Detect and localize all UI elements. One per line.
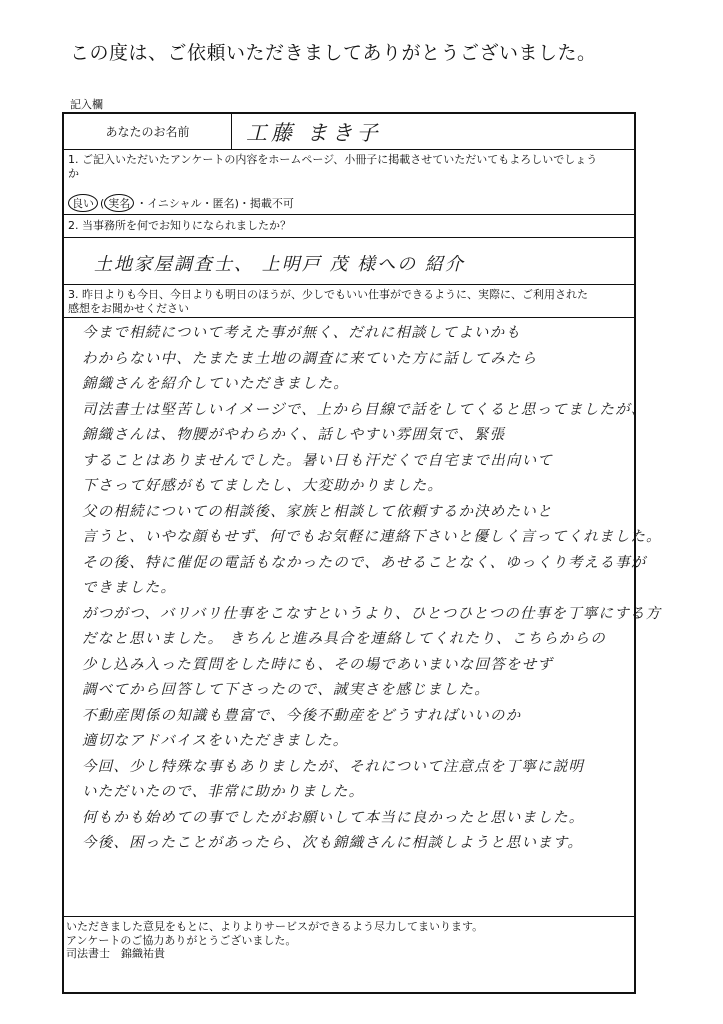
answer-line: 今後、困ったことがあったら、次も錦織さんに相談しようと思います。 (82, 835, 584, 851)
choice-good-selected: 良い (68, 194, 98, 212)
question-2-text: 2. 当事務所を何でお知りになられましたか？ (68, 219, 291, 232)
answer-line: わからない中、たまたま土地の調査に来ていた方に話してみたら (82, 350, 538, 367)
choice-real-name-selected: 実名 (104, 194, 134, 212)
question-1-text: 1. ご記入いただいたアンケートの内容をホームページ、小冊子に掲載させていただいてもよろしいでしょうか (68, 153, 598, 180)
answer-line: 少し込み入った質問をした時にも、その場であいまいな回答をせず (82, 656, 553, 673)
answer-line: 今まで相続について考えた事が無く、だれに相談してよいかも (82, 325, 522, 341)
answer-line: できました。 (82, 580, 177, 596)
answer-line: 今回、少し特殊な事もありましたが、それについて注意点を丁寧に説明 (82, 758, 585, 775)
footer-note (64, 920, 634, 961)
name-value: 工藤 まき子 (246, 121, 382, 145)
answer-line: 父の相続についての相談後、家族と相談して依頼するか決めたいと (82, 503, 553, 520)
answer-line: だなと思いました。 きちんと進み具合を連絡してくれたり、こちらからの (82, 631, 606, 647)
question-3-text: 3. 昨日よりも今日、今日よりも明日のほうが、少しでもいい仕事ができるように、実際に、ご利用された感想をお聞かせください (68, 288, 588, 315)
answer-line: 不動産関係の知識も豊富で、今後不動産をどうすればいいのか (82, 707, 522, 724)
footer-line-2: アンケートのご協力ありがとうございました。 (66, 933, 297, 947)
question-2-answer: 土地家屋調査士、 上明戸 茂 様への 紹介 (94, 254, 465, 275)
choice-rest: ・イニシャル・匿名)・掲載不可 (136, 197, 294, 210)
answer-line: その後、特に催促の電話もなかったので、あせることなく、ゆっくり考える事が (82, 554, 647, 571)
answer-line: がつがつ、バリバリ仕事をこなすというより、ひとつひとつの仕事を丁寧にする方 (82, 605, 662, 622)
answer-line: 適切なアドバイスをいただきました。 (82, 733, 349, 749)
page-heading: この度は、ご依頼いただきましてありがとうございました。 (70, 42, 597, 64)
name-row (64, 114, 634, 150)
answer-line: 錦織さんは、物腰がやわらかく、話しやすい雰囲気で、緊張 (82, 427, 506, 443)
question-3-answer (82, 321, 662, 857)
question-3-header (64, 285, 634, 318)
form-section-label: 記入欄 (70, 98, 103, 111)
footer-line-1: いただきました意見をもとに、よりよりサービスができるよう尽力してまいります。 (66, 920, 484, 933)
question-3-row (64, 284, 662, 917)
answer-line: することはありませんでした。暑い日も汗だくで自宅まで出向いて (82, 452, 553, 469)
choice-open-paren: ( (100, 197, 105, 210)
question-1-choices (68, 194, 294, 212)
question-1-row (64, 150, 634, 215)
answer-line: 司法書士は堅苦しいイメージで、上から目線で話をしてくると思ってましたが、 (82, 401, 647, 418)
answer-line: 何もかも始めての事でしたがお願いして本当に良かったと思いました。 (82, 809, 585, 826)
footer-signature: 司法書士 錦織祐貴 (66, 947, 165, 960)
answer-line: 錦織さんを紹介していただきました。 (82, 376, 349, 392)
answer-line: 調べてから回答して下さったので、誠実さを感じました。 (82, 682, 490, 698)
answer-line: いただいたので、非常に助かりました。 (82, 784, 365, 800)
answer-line: 言うと、いやな顔もせず、何でもお気軽に連絡下さいと優しく言ってくれました。 (82, 529, 662, 545)
survey-form (62, 112, 662, 994)
name-label: あなたのお名前 (64, 114, 232, 149)
question-2-header (64, 215, 634, 238)
answer-line: 下さって好感がもてましたし、大変助かりました。 (82, 478, 444, 494)
question-2-row (64, 215, 634, 285)
